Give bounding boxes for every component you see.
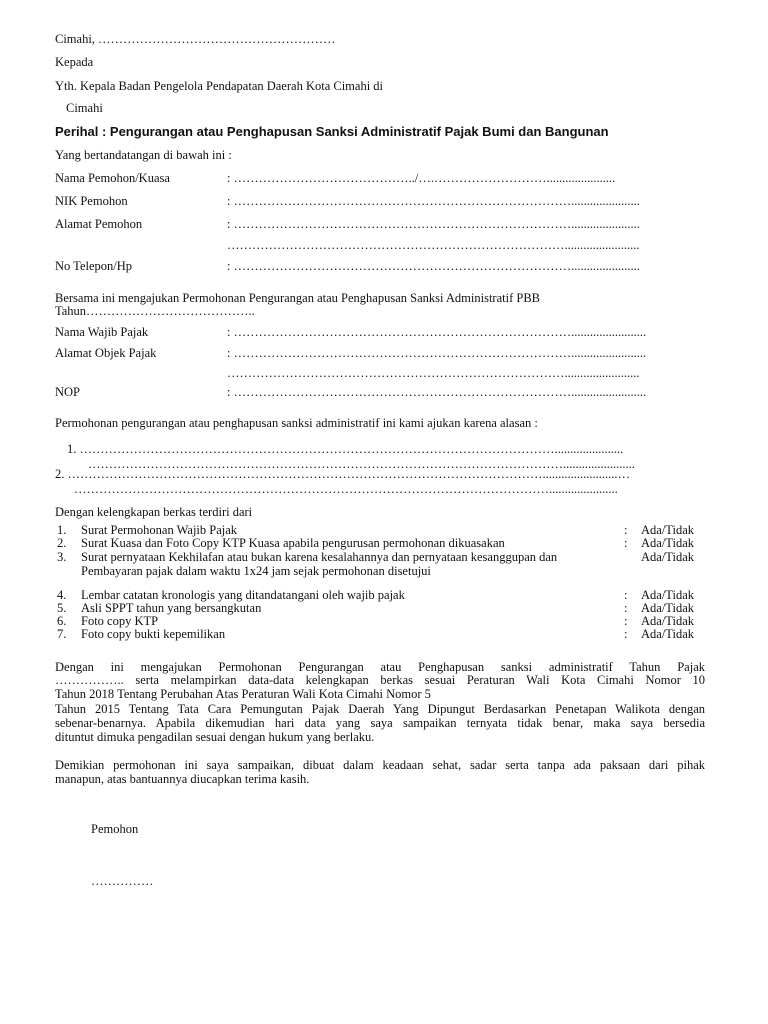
field-label-address: Alamat Pemohon xyxy=(55,217,143,231)
statement-line-6: dituntut dimuka pengadilan sesuai dengan hukum yang berlaku. xyxy=(55,730,375,744)
reason-line-2b: ……………………………………………………………………………………………………...................... xyxy=(74,482,618,496)
request-line-2: Tahun………………………………….. xyxy=(55,304,255,318)
field-value-address: : ………………………………………………………………………...................... xyxy=(227,217,640,231)
attachment-num: 3. xyxy=(57,550,67,564)
attachment-text: Asli SPPT tahun yang bersangkutan xyxy=(81,601,262,615)
place-date: Cimahi, ………………………………………………… xyxy=(55,32,336,46)
attachment-num: 5. xyxy=(57,601,67,615)
attachment-text: Surat pernyataan Kekhilafan atau bukan karena kesalahannya dan pernyataan kesanggupan dan xyxy=(81,550,558,564)
request-line-1: Bersama ini mengajukan Permohonan Pengurangan atau Penghapusan Sanksi Administratif PBB xyxy=(55,291,540,305)
field-label-name: Nama Pemohon/Kuasa xyxy=(55,171,170,185)
signature-name: …………… xyxy=(91,874,154,888)
attachment-num: 2. xyxy=(57,536,67,550)
attachment-colon: : xyxy=(624,536,628,550)
attachment-text: Foto copy KTP xyxy=(81,614,159,628)
attachment-status: Ada/Tidak xyxy=(641,536,695,550)
statement-line-2: …………….. serta melampirkan data-data kelengkapan berkas sesuai Peraturan Wali Kota Cimahi Nomor 10 xyxy=(55,673,705,687)
to-label: Kepada xyxy=(55,55,94,69)
field-label-object-address: Alamat Objek Pajak xyxy=(55,346,157,360)
applicant-intro: Yang bertandatangan di bawah ini : xyxy=(55,148,232,162)
attachments-intro: Dengan kelengkapan berkas terdiri dari xyxy=(55,505,253,519)
attachment-status: Ada/Tidak xyxy=(641,550,695,564)
reason-line-2: 2. ……………………………………………………………………………………………………........................… xyxy=(55,467,630,481)
subject-line: Perihal : Pengurangan atau Penghapusan Sanksi Administratif Pajak Bumi dan Bangunan xyxy=(55,124,609,139)
attachment-colon: : xyxy=(624,614,628,628)
statement-line-4: Tahun 2015 Tentang Tata Cara Pemungutan Pajak Daerah Yang Dipungut Berdasarkan Penetapan Walikota dengan xyxy=(55,702,705,716)
field-value-nop: : ………………………………………………………………………........................ xyxy=(227,385,647,399)
field-value-taxpayer: : ………………………………………………………………………........................ xyxy=(227,325,647,339)
field-value-name: : ……………………………………../….………………………...................... xyxy=(227,171,616,185)
attachment-colon: : xyxy=(624,588,628,602)
attachment-colon: : xyxy=(624,627,628,641)
attachment-text: Lembar catatan kronologis yang ditandatangani oleh wajib pajak xyxy=(81,588,405,602)
attachment-status: Ada/Tidak xyxy=(641,523,695,537)
field-value-object-address: : ………………………………………………………………………........................ xyxy=(227,346,647,360)
attachment-num: 6. xyxy=(57,614,67,628)
attachment-text-2: Pembayaran pajak dalam waktu 1x24 jam sejak permohonan disetujui xyxy=(81,564,431,578)
field-label-nop: NOP xyxy=(55,385,81,399)
reason-line-1b: ……………………………………………………………………………………………………....................... xyxy=(88,457,635,471)
statement-line-3: Tahun 2018 Tentang Perubahan Atas Peraturan Wali Kota Cimahi Nomor 5 xyxy=(55,687,431,701)
attachment-text: Foto copy bukti kepemilikan xyxy=(81,627,226,641)
statement-line-5: sebenar-benarnya. Apabila dikemudian hari data yang saya sampaikan ternyata tidak benar, maka saya bersedia xyxy=(55,716,705,730)
field-value-address-2: ………………………………………………………………………........................ xyxy=(227,238,640,252)
attachment-text: Surat Permohonan Wajib Pajak xyxy=(81,523,238,537)
field-label-taxpayer: Nama Wajib Pajak xyxy=(55,325,149,339)
attachment-num: 4. xyxy=(57,588,67,602)
attachment-colon: : xyxy=(624,523,628,537)
field-value-nik: : ………………………………………………………………………...................... xyxy=(227,194,640,208)
field-value-phone: : ………………………………………………………………………...................... xyxy=(227,259,640,273)
attachment-colon: : xyxy=(624,601,628,615)
closing-line-2: manapun, atas bantuannya diucapkan terima kasih. xyxy=(55,772,310,786)
recipient-city: Cimahi xyxy=(66,101,103,115)
attachment-num: 1. xyxy=(57,523,67,537)
attachment-num: 7. xyxy=(57,627,67,641)
attachment-status: Ada/Tidak xyxy=(641,627,695,641)
field-label-phone: No Telepon/Hp xyxy=(55,259,133,273)
statement-line-1: Dengan ini mengajukan Permohonan Pengurangan atau Penghapusan sanksi administratif Tahun Pajak xyxy=(55,660,705,674)
attachment-status: Ada/Tidak xyxy=(641,614,695,628)
field-label-nik: NIK Pemohon xyxy=(55,194,128,208)
reason-intro: Permohonan pengurangan atau penghapusan sanksi administratif ini kami ajukan karena alasan : xyxy=(55,416,538,430)
reason-line-1: 1. ……………………………………………………………………………………………………...................... xyxy=(67,442,624,456)
recipient: Yth. Kepala Badan Pengelola Pendapatan Daerah Kota Cimahi di xyxy=(55,79,384,93)
attachment-status: Ada/Tidak xyxy=(641,588,695,602)
signature-label: Pemohon xyxy=(91,822,139,836)
attachment-status: Ada/Tidak xyxy=(641,601,695,615)
attachment-text: Surat Kuasa dan Foto Copy KTP Kuasa apabila pengurusan permohonan dikuasakan xyxy=(81,536,505,550)
closing-line-1: Demikian permohonan ini saya sampaikan, dibuat dalam keadaan sehat, sadar serta tanpa ada paksaan dari pihak xyxy=(55,758,705,772)
field-value-object-address-2: ………………………………………………………………………........................ xyxy=(227,366,640,380)
